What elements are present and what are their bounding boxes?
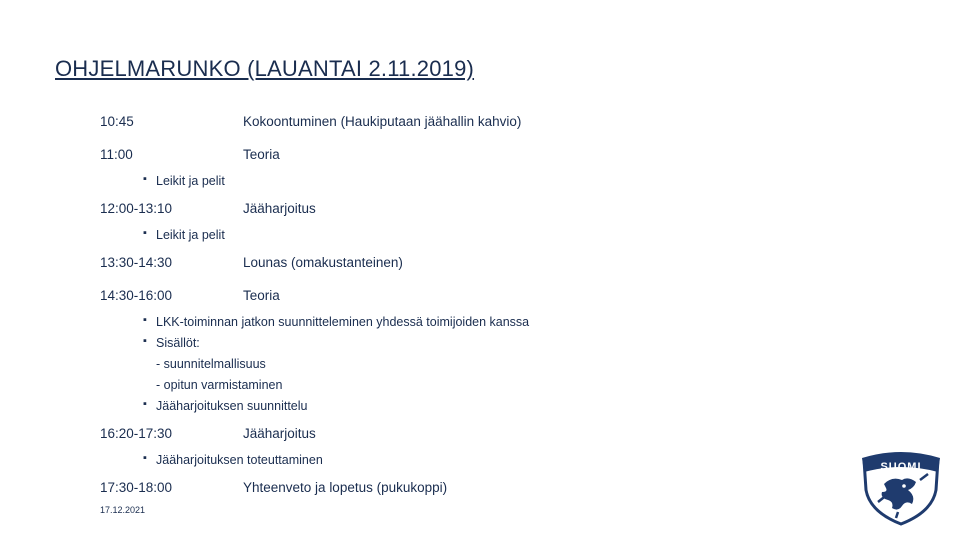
schedule-desc: Kokoontuminen (Haukiputaan jäähallin kahvio) [243, 114, 522, 129]
schedule-time: 13:30-14:30 [100, 255, 173, 270]
schedule-desc: Jääharjoitus [243, 201, 316, 216]
bullet-icon: ▪ [143, 173, 147, 185]
logo-text: SUOMI [880, 461, 922, 473]
schedule-time: 11:00 [100, 147, 133, 162]
schedule-time: 12:00-13:10 [100, 201, 173, 216]
bullet-text: Sisällöt: [156, 336, 200, 350]
schedule-desc: Teoria [243, 288, 280, 303]
suomi-lion-emblem-icon [858, 450, 944, 526]
schedule-time: 17:30-18:00 [100, 480, 173, 495]
bullet-icon: ▪ [143, 227, 147, 239]
schedule-desc: Teoria [243, 147, 280, 162]
schedule-time: 10:45 [100, 114, 134, 129]
footer-date: 17.12.2021 [100, 505, 146, 515]
bullet-text: Leikit ja pelit [156, 228, 225, 242]
bullet-icon: ▪ [143, 314, 147, 326]
schedule-time: 14:30-16:00 [100, 288, 173, 303]
schedule-desc: Yhteenveto ja lopetus (pukukoppi) [243, 480, 448, 495]
schedule-desc: Jääharjoitus [243, 426, 316, 441]
schedule-time: 16:20-17:30 [100, 426, 173, 441]
bullet-icon: ▪ [143, 335, 147, 347]
bullet-text: Leikit ja pelit [156, 174, 225, 188]
bullet-text: Jääharjoituksen toteuttaminen [156, 453, 323, 467]
bullet-text: Jääharjoituksen suunnittelu [156, 399, 308, 413]
sub-item: - opitun varmistaminen [156, 378, 283, 392]
bullet-icon: ▪ [143, 398, 147, 410]
bullet-icon: ▪ [143, 452, 147, 464]
schedule-desc: Lounas (omakustanteinen) [243, 255, 403, 270]
sub-item: - suunnitelmallisuus [156, 357, 266, 371]
bullet-text: LKK-toiminnan jatkon suunnitteleminen yhdessä toimijoiden kanssa [156, 315, 530, 329]
page-title: OHJELMARUNKO (LAUANTAI 2.11.2019) [55, 56, 475, 81]
